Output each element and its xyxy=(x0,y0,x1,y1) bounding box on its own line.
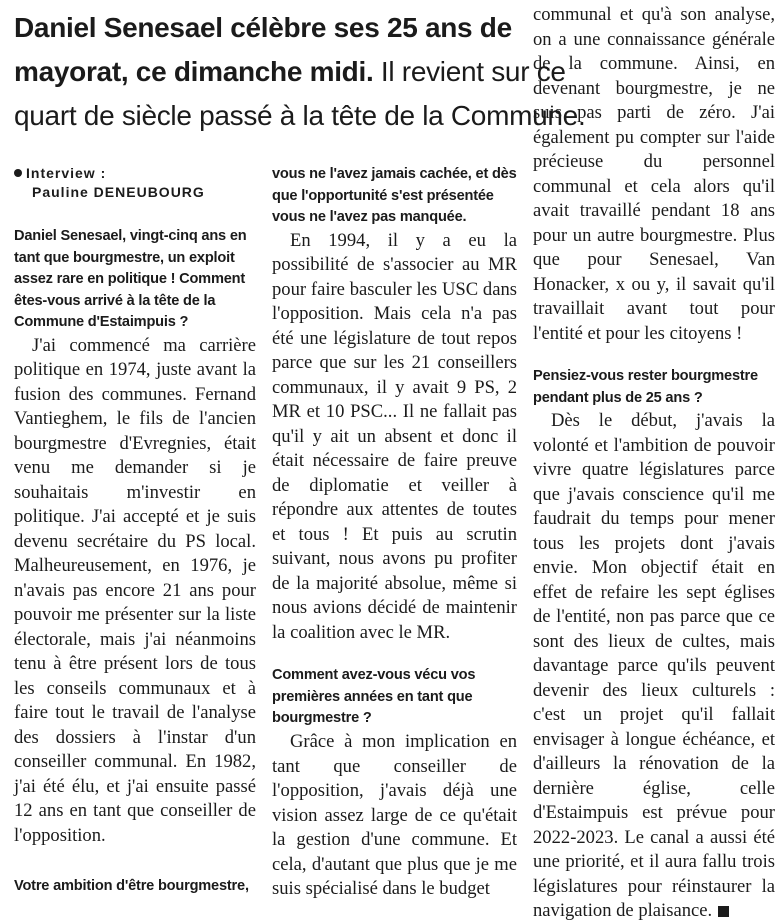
headline-rest: Il revient sur ce quart de siècle passé à la tête de la Commune. xyxy=(14,56,586,131)
headline-lead: Daniel Senesael célèbre ses 25 ans de mayorat, ce dimanche midi. xyxy=(14,12,512,87)
bullet-icon xyxy=(14,169,22,177)
answer-1: J'ai commencé ma carrière politique en 1974, juste avant la fusion des communes. Fernand Vantieghem, le fils de l'ancien bourgmestre d'Evregnies, était venu me demander si je souhaitais m'investir en politique. J'ai accepté et je suis devenu secrétaire du PS local. Malheureusement, en 1976, je n'avais pas encore 21 ans pour pouvoir me présenter sur la liste électorale, mais j'ai néanmoins tenu à être présent lors de tous les conseils communaux et à faire tout le travail de l'analyse des dossiers à l'instar d'un conseiller communal. En 1982, j'ai été élu, et j'ai ensuite passé 12 ans en tant que conseiller de l'opposition. xyxy=(14,334,256,846)
answer-3-end: communal et qu'à son analyse, on a une connaissance générale de la commune. Ainsi, en devenant bourgmestre, je ne suis pas parti de zéro. J'ai également pu compter sur l'aide précieuse du personnel communal et cela alors qu'il avait travaillé pendant 18 ans pour un autre bourgmestre. Plus que pour Senesael, Van Honacker, x ou y, il savait qu'il travaillait avant tout pour l'entité et pour les citoyens ! xyxy=(533,4,775,344)
question-2-end: vous ne l'avez jamais cachée, et dès que l'opportunité s'est présentée vous ne l'avez pas manquée. xyxy=(272,166,517,226)
question-2-start: Votre ambition d'être bourgmestre, xyxy=(14,878,249,895)
question-3: Comment avez-vous vécu vos premières années en tant que bourgmestre ? xyxy=(272,667,476,727)
question-4: Pensiez-vous rester bourgmestre pendant plus de 25 ans ? xyxy=(533,368,758,406)
column-3 xyxy=(533,3,775,924)
answer-3-start: Grâce à mon implication en tant que conseiller de l'opposition, j'avais déjà une vision assez large de ce qu'était la gestion d'une commune. Et cela, d'autant que plus que je me suis spécialisé dans le budget xyxy=(272,731,517,900)
answer-2: En 1994, il y a eu la possibilité de s'associer au MR pour faire basculer les USC dans l'opposition. Mais cela n'a pas été une législature de tout repos parce que sur les 21 conseillers communaux, il y avait 9 PS, 2 MR et 10 PSC... Il ne fallait pas qu'il y ait un absent et donc il était nécessaire de faire preuve de diplomatie et veiller à répondre aux attentes de toutes et tous ! Et puis au scrutin suivant, nous avons pu profiter de la majorité absolue, même si nous avions décidé de maintenir la coalition avec le MR. xyxy=(272,229,517,643)
answer-4 xyxy=(533,409,775,924)
headline xyxy=(14,6,594,138)
byline xyxy=(14,164,256,202)
column-1 xyxy=(14,164,256,898)
byline-label: Interview : xyxy=(26,165,107,181)
byline-author: Pauline DENEUBOURG xyxy=(32,184,205,200)
end-mark-icon xyxy=(718,906,729,917)
question-1: Daniel Senesael, vingt-cinq ans en tant que bourgmestre, un exploit assez rare en politique ! Comment êtes-vous arrivé à la tête de la Commune d'Estaimpuis ? xyxy=(14,228,247,331)
answer-4-text: Dès le début, j'avais la volonté et l'ambition de pouvoir vivre quatre législatures parce que j'avais conscience qu'il me faudrait du temps pour mener tous les projets dont j'avais envie. Mon objectif était en effet de refaire les sept églises de l'entité, non pas parce que ce sont des lieux de cultes, mais davantage parce qu'ils peuvent devenir des lieux culturels : c'est un projet qu'il fallait envisager à longue échéance, et d'ailleurs la rénovation de la dernière église, celle d'Estaimpuis est prévue pour 2022-2023. Le canal a aussi été une priorité, et il aura fallu trois législatures pour réinstaurer la navigation de plaisance. xyxy=(533,410,775,922)
column-2 xyxy=(272,164,517,902)
